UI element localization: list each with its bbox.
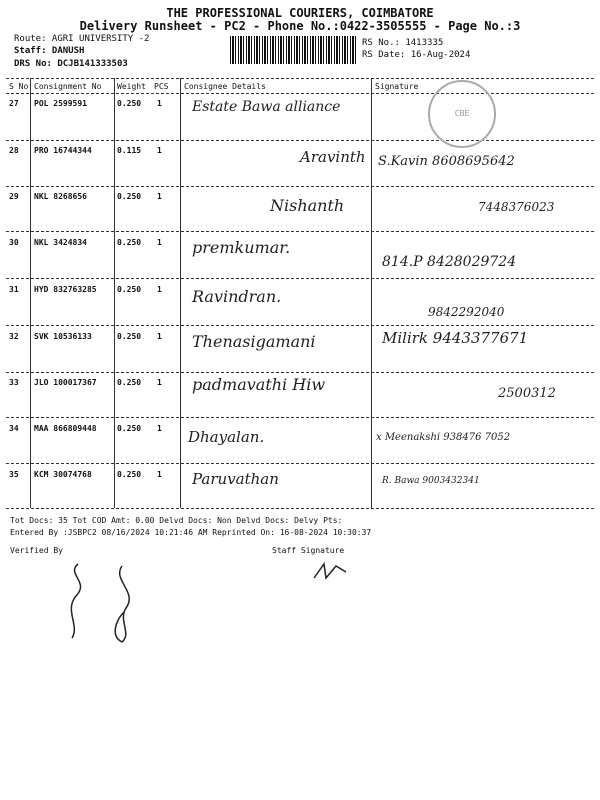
row-sno: 33 (9, 378, 19, 387)
rs-number: RS No.: 1413335 (362, 38, 444, 48)
rs-date: RS Date: 16-Aug-2024 (362, 50, 471, 60)
row-signature: Milirk 9443377671 (382, 329, 529, 347)
row-rule (6, 325, 594, 326)
row-consignment: SVK 10536133 (34, 332, 92, 341)
row-signature: 814.P 8428029724 (382, 254, 517, 270)
row-sno: 28 (9, 146, 19, 155)
row-pcs: 1 (157, 238, 162, 247)
row-signature: x Meenakshi 938476 7052 (376, 432, 511, 443)
table-top-rule (6, 78, 594, 79)
row-sno: 35 (9, 470, 19, 479)
row-consignment: JLO 100017367 (34, 378, 97, 387)
stamp-text: CBE (454, 109, 470, 118)
col-header-signature: Signature (375, 82, 419, 91)
row-sno: 29 (9, 192, 19, 201)
row-pcs: 1 (157, 192, 162, 201)
verified-by-label: Verified By (10, 546, 63, 555)
row-weight: 0.250 (117, 378, 142, 387)
row-consignment: NKL 8268656 (34, 192, 87, 201)
row-weight: 0.250 (117, 470, 142, 479)
row-rule (6, 231, 594, 232)
col-header-pcs: PCS (154, 82, 169, 91)
row-rule (6, 417, 594, 418)
row-pcs: 1 (157, 146, 162, 155)
row-consignment: HYD 832763285 (34, 285, 97, 294)
row-pcs: 1 (157, 99, 162, 108)
company-title: THE PROFESSIONAL COURIERS, COIMBATORE (166, 6, 434, 20)
header-rule (6, 93, 594, 94)
row-consignment: POL 2599591 (34, 99, 87, 108)
row-weight: 0.250 (117, 99, 142, 108)
row-consignee: Dhayalan. (188, 428, 265, 446)
verifier-signature-mark (60, 556, 170, 646)
row-pcs: 1 (157, 332, 162, 341)
totals-line: Tot Docs: 35 Tot COD Amt: 0.00 Delvd Docs: Non Delvd Docs: Delvy Pts: (10, 516, 343, 525)
staff-signature-label: Staff Signature (272, 546, 345, 555)
row-weight: 0.115 (117, 146, 142, 155)
row-weight: 0.250 (117, 192, 142, 201)
entered-by-line: Entered By :JSBPC2 08/16/2024 10:21:46 AM Reprinted On: 16-08-2024 10:30:37 (10, 528, 372, 537)
row-sno: 27 (9, 99, 19, 108)
row-consignee: Paruvathan (192, 470, 279, 488)
row-sno: 32 (9, 332, 19, 341)
row-sno: 30 (9, 238, 19, 247)
col-divider (180, 78, 181, 508)
row-weight: 0.250 (117, 424, 142, 433)
row-signature: 2500312 (498, 386, 556, 401)
table-bottom-rule (6, 508, 594, 509)
row-signature: R. Bawa 9003432341 (382, 476, 480, 486)
col-header-sno: S No (9, 82, 29, 91)
row-consignee: Aravinth (300, 148, 366, 166)
row-consignee: Estate Bawa alliance (192, 99, 341, 115)
row-consignee: Ravindran. (192, 287, 282, 306)
runsheet-subtitle: Delivery Runsheet - PC2 - Phone No.:0422-3505555 - Page No.:3 (79, 19, 521, 33)
row-pcs: 1 (157, 424, 162, 433)
col-divider (371, 78, 372, 508)
row-consignee: Nishanth (270, 196, 345, 215)
row-pcs: 1 (157, 285, 162, 294)
col-divider (114, 78, 115, 508)
staff-signature-mark (310, 558, 350, 584)
row-consignment: NKL 3424834 (34, 238, 87, 247)
drs-number: DRS No: DCJB141333503 (14, 59, 128, 69)
row-rule (6, 278, 594, 279)
route-label: Route: AGRI UNIVERSITY -2 (14, 34, 150, 44)
row-weight: 0.250 (117, 332, 142, 341)
row-sno: 31 (9, 285, 19, 294)
staff-label: Staff: DANUSH (14, 46, 85, 56)
row-consignee: padmavathi Hiw (192, 375, 326, 394)
row-rule (6, 372, 594, 373)
row-consignment: PRO 16744344 (34, 146, 92, 155)
row-pcs: 1 (157, 470, 162, 479)
row-sno: 34 (9, 424, 19, 433)
row-consignment: MAA 866809448 (34, 424, 97, 433)
row-consignment: KCM 30074768 (34, 470, 92, 479)
row-signature: 7448376023 (478, 200, 555, 214)
col-header-consignee: Consignee Details (184, 82, 266, 91)
row-consignee: premkumar. (192, 238, 291, 257)
courier-stamp (428, 80, 496, 148)
row-weight: 0.250 (117, 238, 142, 247)
row-signature: S.Kavin 8608695642 (378, 154, 515, 169)
row-rule (6, 463, 594, 464)
col-header-consignment: Consignment No (34, 82, 102, 91)
row-rule (6, 140, 594, 141)
col-header-weight: Weight (117, 82, 146, 91)
row-consignee: Thenasigamani (192, 332, 316, 351)
row-pcs: 1 (157, 378, 162, 387)
row-rule (6, 186, 594, 187)
col-divider (30, 78, 31, 508)
barcode (230, 36, 356, 64)
row-signature: 9842292040 (428, 305, 505, 319)
row-weight: 0.250 (117, 285, 142, 294)
